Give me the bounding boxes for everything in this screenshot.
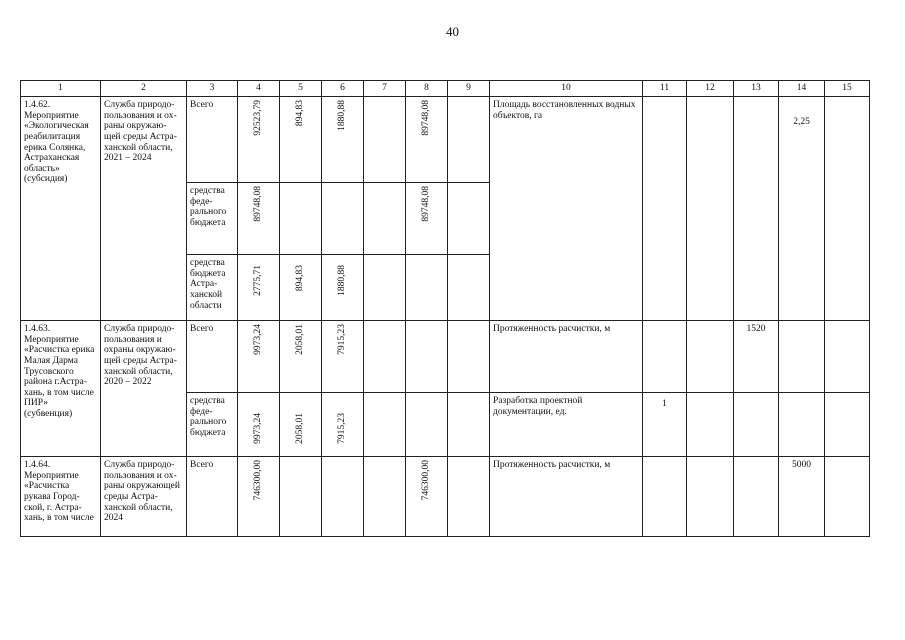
amount: 2058,01 bbox=[295, 413, 306, 444]
value-cell bbox=[406, 393, 448, 457]
value-cell bbox=[406, 321, 448, 393]
amount: 1880,88 bbox=[337, 265, 348, 296]
indicator-cell: Протяженность расчистки, м bbox=[490, 321, 643, 393]
value-cell bbox=[238, 255, 280, 321]
indicator-cell: Площадь восстановленных водных объектов, га bbox=[490, 97, 643, 321]
value-cell bbox=[448, 321, 490, 393]
funding-source: Всего bbox=[187, 321, 238, 393]
funding-source: средства феде-рального бюджета bbox=[187, 183, 238, 255]
value-cell bbox=[406, 457, 448, 537]
col-header: 3 bbox=[187, 81, 238, 97]
value-cell bbox=[406, 183, 448, 255]
event-cell: 1.4.64. Мероприятие «Расчистка рукава Город-ской, г. Астра-хань, в том числе bbox=[21, 457, 101, 537]
amount: 2775,71 bbox=[253, 265, 264, 296]
col-header: 15 bbox=[825, 81, 870, 97]
amount: 7915,23 bbox=[337, 413, 348, 444]
executor-cell: Служба природо-пользования и ох-раны окружающей среды Астра-ханской области, 2024 bbox=[101, 457, 187, 537]
table-row bbox=[21, 321, 870, 393]
value-cell bbox=[238, 183, 280, 255]
amount: 9973,24 bbox=[253, 324, 264, 355]
value-cell bbox=[406, 97, 448, 183]
executor-cell: Служба природо-пользования и охраны окружаю-щей среды Астра-ханской области, 2020 – 2022 bbox=[101, 321, 187, 457]
col-header: 10 bbox=[490, 81, 643, 97]
indicator-value bbox=[825, 321, 870, 393]
indicator-value: 1 bbox=[643, 393, 687, 457]
amount: 89748,08 bbox=[421, 100, 432, 136]
value-cell bbox=[238, 321, 280, 393]
value-cell bbox=[280, 393, 322, 457]
indicator-value bbox=[687, 97, 734, 321]
event-cell: 1.4.62. Мероприятие «Экологическая реабилитация ерика Солянка, Астраханская область» (субсидия) bbox=[21, 97, 101, 321]
indicator-value bbox=[643, 457, 687, 537]
value-cell bbox=[238, 457, 280, 537]
program-table bbox=[20, 80, 870, 537]
page-number: 40 bbox=[446, 24, 459, 39]
event-cell: 1.4.63. Мероприятие «Расчистка ерика Малая Дарма Трусовского района г.Астра-хань, в том числе ПИР» (субвенция) bbox=[21, 321, 101, 457]
col-header: 4 bbox=[238, 81, 280, 97]
funding-source: средства феде-рального бюджета bbox=[187, 393, 238, 457]
amount: 894,83 bbox=[295, 100, 306, 127]
col-header: 9 bbox=[448, 81, 490, 97]
amount: 7915,23 bbox=[337, 324, 348, 355]
value-cell bbox=[364, 183, 406, 255]
indicator-value bbox=[779, 321, 825, 393]
col-header: 13 bbox=[734, 81, 779, 97]
col-header: 14 bbox=[779, 81, 825, 97]
amount: 89748,08 bbox=[421, 186, 432, 222]
indicator-value bbox=[687, 457, 734, 537]
value-cell bbox=[322, 255, 364, 321]
value-cell bbox=[364, 97, 406, 183]
amount: 746300,00 bbox=[421, 460, 432, 501]
value-cell bbox=[322, 97, 364, 183]
indicator-value bbox=[825, 393, 870, 457]
value-cell bbox=[238, 393, 280, 457]
col-header: 7 bbox=[364, 81, 406, 97]
value-cell bbox=[448, 457, 490, 537]
executor-cell: Служба природо-пользования и ох-раны окружаю-щей среды Астра-ханской области, 2021 – 2024 bbox=[101, 97, 187, 321]
funding-source: Всего bbox=[187, 97, 238, 183]
value-cell bbox=[280, 183, 322, 255]
indicator-value bbox=[643, 97, 687, 321]
funding-source: средства бюджета Астра-ханской области bbox=[187, 255, 238, 321]
indicator-value bbox=[687, 321, 734, 393]
col-header: 12 bbox=[687, 81, 734, 97]
value-cell bbox=[280, 97, 322, 183]
col-header: 6 bbox=[322, 81, 364, 97]
indicator-value: 5000 bbox=[779, 457, 825, 537]
indicator-value: 2,25 bbox=[779, 97, 825, 321]
value-cell bbox=[364, 255, 406, 321]
col-header: 1 bbox=[21, 81, 101, 97]
table-row bbox=[21, 97, 870, 183]
amount: 746300,00 bbox=[253, 460, 264, 501]
value-cell bbox=[322, 393, 364, 457]
indicator-value bbox=[734, 457, 779, 537]
value-cell bbox=[448, 97, 490, 183]
value-cell bbox=[364, 321, 406, 393]
indicator-value: 1520 bbox=[734, 321, 779, 393]
table-row bbox=[21, 457, 870, 537]
indicator-cell: Протяженность расчистки, м bbox=[490, 457, 643, 537]
indicator-value bbox=[734, 97, 779, 321]
col-header: 2 bbox=[101, 81, 187, 97]
value-cell bbox=[448, 393, 490, 457]
indicator-value bbox=[687, 393, 734, 457]
indicator-value bbox=[825, 97, 870, 321]
value-cell bbox=[238, 97, 280, 183]
value-cell bbox=[322, 321, 364, 393]
col-header: 11 bbox=[643, 81, 687, 97]
value-cell bbox=[364, 457, 406, 537]
indicator-value bbox=[779, 393, 825, 457]
value-cell bbox=[280, 457, 322, 537]
indicator-cell: Разработка проектной документации, ед. bbox=[490, 393, 643, 457]
col-header: 5 bbox=[280, 81, 322, 97]
indicator-value bbox=[643, 321, 687, 393]
indicator-value bbox=[734, 393, 779, 457]
amount: 2058,01 bbox=[295, 324, 306, 355]
amount: 89748,08 bbox=[253, 186, 264, 222]
amount: 1880,88 bbox=[337, 100, 348, 131]
value-cell bbox=[364, 393, 406, 457]
amount: 894,83 bbox=[295, 265, 306, 292]
col-header: 8 bbox=[406, 81, 448, 97]
value-cell bbox=[448, 183, 490, 255]
amount: 92523,79 bbox=[253, 100, 264, 136]
indicator-value bbox=[825, 457, 870, 537]
column-number-row bbox=[21, 81, 870, 97]
amount: 9973,24 bbox=[253, 413, 264, 444]
value-cell bbox=[406, 255, 448, 321]
value-cell bbox=[322, 183, 364, 255]
value-cell bbox=[280, 255, 322, 321]
funding-source: Всего bbox=[187, 457, 238, 537]
value-cell bbox=[448, 255, 490, 321]
value-cell bbox=[280, 321, 322, 393]
value-cell bbox=[322, 457, 364, 537]
